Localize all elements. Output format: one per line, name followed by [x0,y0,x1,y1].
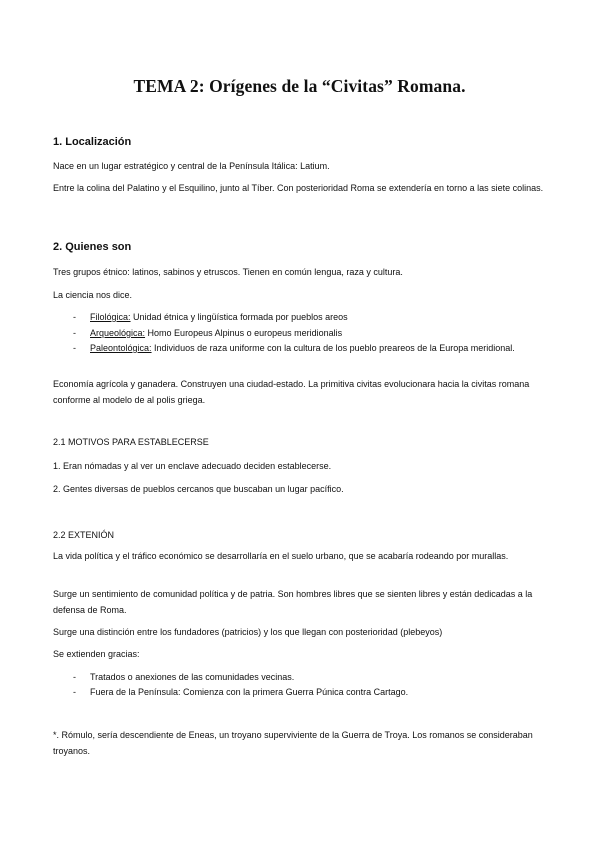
paragraph: Surge una distinción entre los fundadores (patricios) y los que llegan con posterioridad (plebeyos) [53,627,443,637]
page-title: TEMA 2: Orígenes de la “Civitas” Romana. [133,76,466,96]
section-heading-localizacion: 1. Localización [53,136,132,148]
list-dash: - [73,672,76,682]
section-heading-quienes-son: 2. Quienes son [53,241,132,253]
paragraph: 1. Eran nómadas y al ver un enclave adecuado deciden establecerse. [53,461,332,471]
paragraph: Entre la colina del Palatino y el Esquilino, junto al Tíber. Con posterioridad Roma se extendería en torno a las siete colinas. [53,183,544,193]
item-text: Fuera de la Península: Comienza con la primera Guerra Púnica contra Cartago. [90,687,409,697]
subsection-heading-extension: 2.2 EXTENIÓN [53,530,115,540]
list-dash: - [73,312,76,322]
item-label: Paleontológica: [90,343,152,353]
paragraph: Se extienden gracias: [53,649,140,659]
item-text: Unidad étnica y lingüística formada por pueblos areos [130,312,348,322]
paragraph: Nace en un lugar estratégico y central de la Península Itálica: Latium. [53,161,330,171]
item-text: Tratados o anexiones de las comunidades vecinas. [90,672,295,682]
paragraph: Surge un sentimiento de comunidad política y de patria. Son hombres libres que se sienten libres y están dedicadas a la defensa de Roma. [53,589,533,615]
paragraph: La ciencia nos dice. [53,290,133,300]
item-label: Filológica: [90,312,131,322]
list-item [73,309,553,325]
paragraph: La vida política y el tráfico económico se desarrollaría en el suelo urbano, que se acabaría rodeando por murallas. [53,551,509,561]
paragraph: Economía agrícola y ganadera. Construyen una ciudad-estado. La primitiva civitas evolucionara hacia la civitas romana conforme al modelo de al polis griega. [53,379,530,405]
item-text: Individuos de raza uniforme con la cultura de los pueblo preareos de la Europa meridional. [151,343,515,353]
item-label: Arqueológica: [90,328,146,338]
list-dash: - [73,687,76,697]
paragraph: Tres grupos étnico: latinos, sabinos y etruscos. Tienen en común lengua, raza y cultura. [53,267,403,277]
list-item [73,669,553,685]
paragraph: 2. Gentes diversas de pueblos cercanos que buscaban un lugar pacífico. [53,484,344,494]
list-dash: - [73,343,76,353]
list-item [73,340,553,356]
list-item [73,325,553,341]
footnote: *. Rómulo, sería descendiente de Eneas, un troyano superviviente de la Guerra de Troya. Los romanos se consideraban troyanos. [53,730,533,756]
subsection-heading-motivos: 2.1 MOTIVOS PARA ESTABLECERSE [53,437,209,447]
item-text: Homo Europeus Alpinus o europeus meridionalis [145,328,343,338]
list-item [73,684,553,700]
list-dash: - [73,328,76,338]
